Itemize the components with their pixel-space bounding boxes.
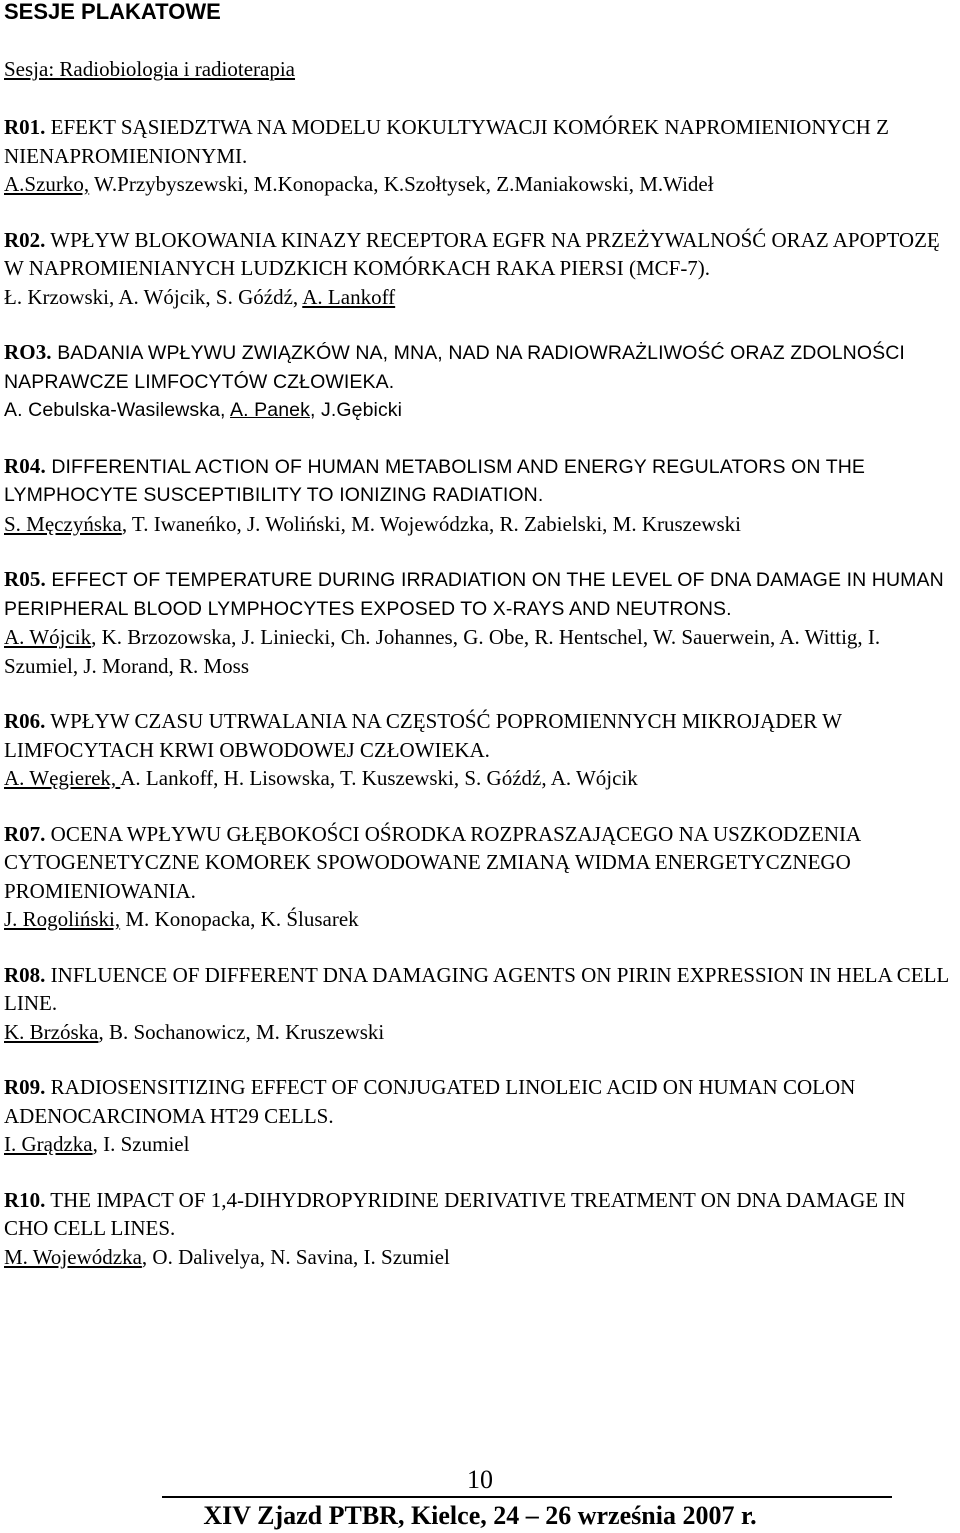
abstract-list — [4, 113, 954, 1298]
co-authors: , K. Brzozowska, J. Liniecki, Ch. Johannes, G. Obe, R. Hentschel, W. Sauerwein, A. Wittig, I. Szumiel, J. Morand, R. Moss — [4, 625, 881, 678]
abstract-authors — [4, 1243, 954, 1272]
co-authors: , T. Iwaneńko, J. Woliński, M. Wojewódzka, R. Zabielski, M. Kruszewski — [121, 511, 741, 536]
abstract-title-line — [4, 707, 954, 764]
co-authors: Ł. Krzowski, A. Wójcik, S. Góźdź, — [4, 284, 303, 309]
abstract-authors — [4, 764, 954, 793]
abstract-title-line — [4, 338, 954, 396]
presenting-author: M. Wojewódzka — [4, 1244, 142, 1269]
abstract-title-line — [4, 1073, 954, 1130]
abstract-authors — [4, 623, 954, 680]
abstract-authors — [4, 510, 954, 539]
abstract-title: WPŁYW BLOKOWANIA KINAZY RECEPTORA EGFR NA PRZEŻYWALNOŚĆ ORAZ APOPTOZĘ W NAPROMIENIANYCH LUDZKICH KOMÓRKACH RAKA PIERSI (MCF-7). — [4, 227, 940, 280]
abstract-entry — [4, 820, 954, 934]
presenting-author: A.Szurko, — [4, 172, 90, 196]
abstract-authors — [4, 905, 954, 934]
co-authors: , O. Dalivelya, N. Savina, I. Szumiel — [141, 1244, 450, 1269]
abstract-authors — [4, 396, 954, 425]
abstract-code: R05. — [4, 567, 46, 591]
abstract-code: R07. — [4, 821, 46, 846]
abstract-entry — [4, 707, 954, 793]
abstract-code: R10. — [4, 1187, 46, 1212]
presenting-author: K. Brzóska — [4, 1019, 99, 1044]
abstract-authors — [4, 170, 954, 199]
presenting-author: A. Węgierek, — [4, 766, 121, 790]
session-label: Sesja: Radiobiologia i radioterapia — [4, 57, 296, 81]
abstract-code: R09. — [4, 1075, 46, 1099]
abstract-title-line — [4, 820, 954, 906]
abstract-code: R06. — [4, 709, 46, 733]
abstract-code: R08. — [4, 962, 46, 987]
page-number: 10 — [467, 1465, 493, 1494]
abstract-title-line — [4, 226, 954, 283]
abstract-title: OCENA WPŁYWU GŁĘBOKOŚCI OŚRODKA ROZPRASZAJĄCEGO NA USZKODZENIA CYTOGENETYCZNE KOMOREK SPOWODOWANE ZMIANĄ WIDMA ENERGETYCZNEGO PROMIENIOWANIA. — [4, 821, 860, 903]
abstract-code: R02. — [4, 227, 46, 252]
abstract-title: DIFFERENTIAL ACTION OF HUMAN METABOLISM AND ENERGY REGULATORS ON THE LYMPHOCYTE SUSCEPTIBILITY TO IONIZING RADIATION. — [4, 455, 865, 506]
abstract-title: INFLUENCE OF DIFFERENT DNA DAMAGING AGENTS ON PIRIN EXPRESSION IN HELA CELL LINE. — [4, 962, 949, 1015]
abstract-title: THE IMPACT OF 1,4-DIHYDROPYRIDINE DERIVATIVE TREATMENT ON DNA DAMAGE IN CHO CELL LINES. — [4, 1187, 906, 1240]
abstract-code: R01. — [4, 115, 46, 139]
abstract-authors — [4, 283, 954, 312]
abstract-authors — [4, 1018, 954, 1047]
co-authors: , I. Szumiel — [92, 1132, 190, 1156]
co-authors: A. Lankoff, H. Lisowska, T. Kuszewski, S. Góźdź, A. Wójcik — [120, 766, 638, 790]
abstract-entry — [4, 1186, 954, 1272]
abstract-title: EFFECT OF TEMPERATURE DURING IRRADIATION ON THE LEVEL OF DNA DAMAGE IN HUMAN PERIPHERAL BLOOD LYMPHOCYTES EXPOSED TO X-RAYS AND NEUTRONS. — [4, 569, 944, 620]
co-authors: W.Przybyszewski, M.Konopacka, K.Szołtysek, Z.Maniakowski, M.Wideł — [89, 172, 714, 196]
co-authors: M. Konopacka, K. Ślusarek — [120, 907, 359, 931]
abstract-entry — [4, 961, 954, 1047]
presenting-author: I. Grądzka — [4, 1132, 93, 1156]
co-authors: A. Cebulska-Wasilewska, — [4, 399, 231, 421]
footer-divider — [162, 1496, 892, 1498]
abstract-entry — [4, 226, 954, 312]
section-header: SESJE PLAKATOWE — [4, 0, 221, 24]
co-authors: , B. Sochanowicz, M. Kruszewski — [98, 1019, 385, 1044]
co-authors-tail: , J.Gębicki — [309, 399, 403, 421]
presenting-author: A. Wójcik — [4, 625, 92, 649]
abstract-title: RADIOSENSITIZING EFFECT OF CONJUGATED LINOLEIC ACID ON HUMAN COLON ADENOCARCINOMA HT29 CELLS. — [4, 1075, 856, 1128]
abstract-entry — [4, 113, 954, 199]
abstract-title: WPŁYW CZASU UTRWALANIA NA CZĘSTOŚĆ POPROMIENNYCH MIKROJĄDER W LIMFOCYTACH KRWI OBWODOWEJ CZŁOWIEKA. — [4, 709, 842, 762]
abstract-title-line — [4, 452, 954, 510]
abstract-authors — [4, 1130, 954, 1159]
abstract-title-line — [4, 1186, 954, 1243]
abstract-title: EFEKT SĄSIEDZTWA NA MODELU KOKULTYWACJI KOMÓREK NAPROMIENIONYCH Z NIENAPROMIENIONYMI. — [4, 115, 889, 168]
page-footer: XIV Zjazd PTBR, Kielce, 24 – 26 września 2007 r. — [203, 1501, 757, 1530]
abstract-entry — [4, 1073, 954, 1159]
abstract-entry — [4, 452, 954, 539]
abstract-code: RO3. — [4, 340, 52, 364]
session-title — [4, 56, 295, 83]
abstract-title-line — [4, 565, 954, 623]
presenting-author: J. Rogoliński, — [4, 907, 121, 931]
abstract-title-line — [4, 113, 954, 170]
abstract-title-line — [4, 961, 954, 1018]
abstract-entry — [4, 338, 954, 425]
presenting-author: S. Męczyńska — [4, 511, 122, 536]
abstract-entry — [4, 565, 954, 680]
abstract-title: BADANIA WPŁYWU ZWIĄZKÓW NA, MNA, NAD NA RADIOWRAŻLIWOŚĆ ORAZ ZDOLNOŚCI NAPRAWCZE LIMFOCYTÓW CZŁOWIEKA. — [4, 342, 905, 393]
presenting-author: A. Lankoff — [302, 284, 396, 309]
presenting-author: A. Panek — [230, 399, 310, 421]
abstract-code: R04. — [4, 453, 46, 478]
